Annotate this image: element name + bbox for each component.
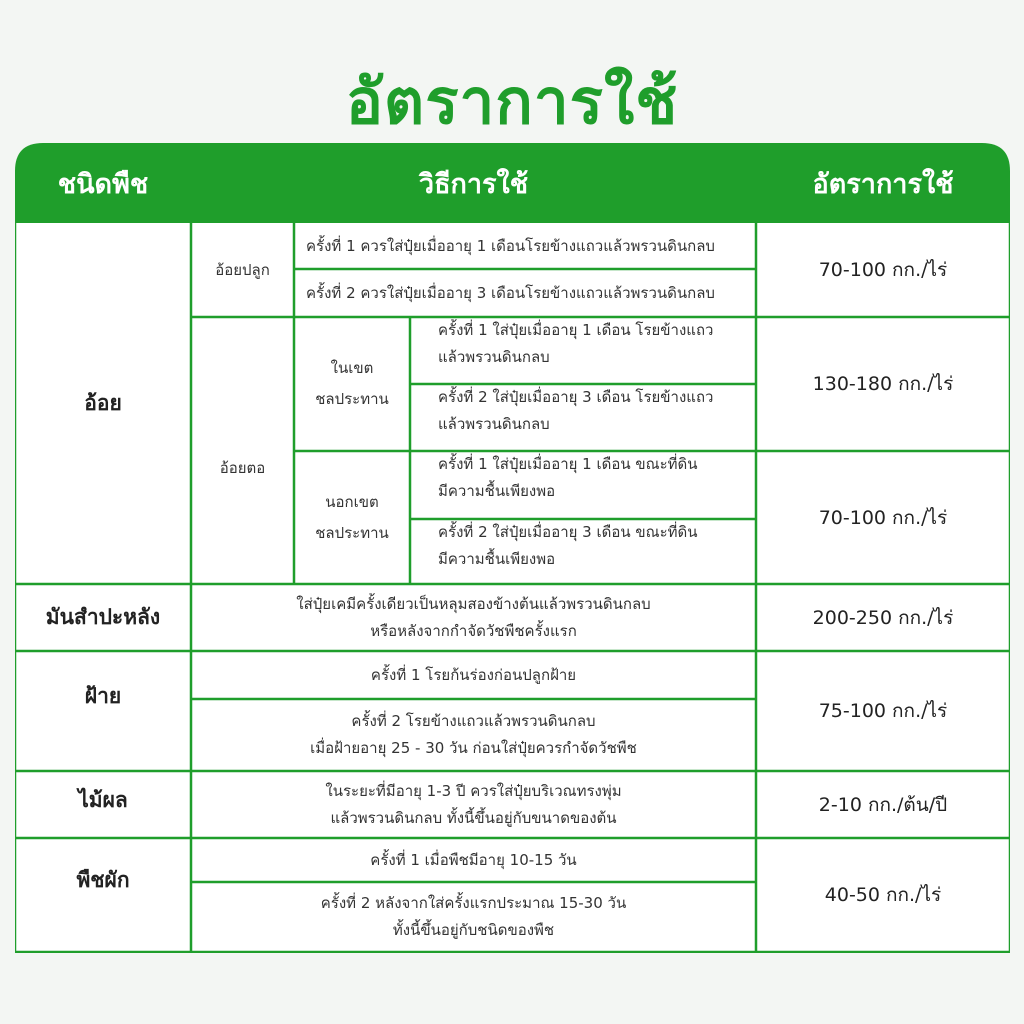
- sugarcane-plant-rate: 70-100 กก./ไร่: [818, 259, 948, 281]
- vegetable-step2-line1: ครั้งที่ 2 หลังจากใส่ครั้งแรกประมาณ 15-30 วัน: [320, 894, 627, 912]
- header-crop-type: ชนิดพืช: [57, 168, 149, 200]
- cassava-method-line2: หรือหลังจากกำจัดวัชพืชครั้งแรก: [370, 621, 577, 640]
- non-irrigated-step1-line2: มีความชื้นเพียงพอ: [438, 482, 556, 500]
- irrigated-step1: [410, 317, 756, 384]
- page-title: อัตราการใช้: [345, 65, 679, 138]
- cassava-rate: 200-250 กก./ไร่: [812, 606, 954, 629]
- vegetable-rate: 40-50 กก./ไร่: [824, 884, 942, 906]
- fruit-method-line1: ในระยะที่มีอายุ 1-3 ปี ควรใส่ปุ๋ยบริเวณทรงพุ่ม: [325, 781, 622, 800]
- crop-cotton: ฝ้าย: [84, 683, 122, 708]
- non-irrigated-zone-label: [294, 451, 410, 584]
- cassava-method: [191, 584, 756, 651]
- sugarcane-plant-label: อ้อยปลูก: [215, 260, 270, 279]
- fruit-rate: 2-10 กก./ต้น/ปี: [818, 793, 948, 816]
- irrigated-step1-line1: ครั้งที่ 1 ใส่ปุ๋ยเมื่ออายุ 1 เดือน โรยข้างแถว: [438, 321, 714, 339]
- non-irrigated-zone-line1: นอกเขต: [325, 492, 379, 511]
- non-irrigated-step2: [410, 519, 756, 584]
- irrigated-step2: [410, 384, 756, 451]
- irrigated-zone-line1: ในเขต: [330, 359, 374, 377]
- irrigated-rate: 130-180 กก./ไร่: [812, 373, 954, 395]
- irrigated-step2-line1: ครั้งที่ 2 ใส่ปุ๋ยเมื่ออายุ 3 เดือน โรยข้างแถว: [438, 388, 714, 406]
- crop-fruit: ไม้ผล: [78, 787, 128, 812]
- non-irrigated-rate: 70-100 กก./ไร่: [818, 506, 948, 529]
- cotton-step2-line1: ครั้งที่ 2 โรยข้างแถวแล้วพรวนดินกลบ: [351, 712, 596, 730]
- vegetable-step2-line2: ทั้งนี้ขึ้นอยู่กับชนิดของพืช: [392, 921, 555, 939]
- irrigated-zone-line2: ชลประทาน: [315, 390, 389, 408]
- vegetable-step2: [191, 882, 756, 952]
- non-irrigated-step1: [410, 451, 756, 519]
- crop-cassava: มันสำปะหลัง: [45, 605, 161, 629]
- vegetable-step1: ครั้งที่ 1 เมื่อพืชมีอายุ 10-15 วัน: [370, 850, 577, 869]
- crop-sugarcane: อ้อย: [84, 391, 122, 415]
- sugarcane-plant-step1: ครั้งที่ 1 ควรใส่ปุ๋ยเมื่ออายุ 1 เดือนโรยข้างแถวแล้วพรวนดินกลบ: [306, 236, 715, 255]
- non-irrigated-zone-line2: ชลประทาน: [315, 523, 389, 542]
- fertilizer-rate-table: [15, 143, 1010, 953]
- non-irrigated-step2-line2: มีความชื้นเพียงพอ: [438, 550, 556, 568]
- non-irrigated-step1-line1: ครั้งที่ 1 ใส่ปุ๋ยเมื่ออายุ 1 เดือน ขณะที่ดิน: [438, 455, 698, 473]
- cotton-step2: [191, 699, 756, 771]
- irrigated-zone-label: [294, 317, 410, 451]
- crop-vegetable: พืชผัก: [76, 867, 130, 892]
- cotton-step1: ครั้งที่ 1 โรยก้นร่องก่อนปลูกฝ้าย: [370, 665, 577, 684]
- cassava-method-line1: ใส่ปุ๋ยเคมีครั้งเดียวเป็นหลุมสองข้างต้นแล้วพรวนดินกลบ: [296, 594, 651, 613]
- fruit-method: [191, 771, 756, 838]
- irrigated-step1-line2: แล้วพรวนดินกลบ: [438, 348, 550, 366]
- sugarcane-ratoon-label: อ้อยตอ: [219, 459, 266, 477]
- sugarcane-plant-step2: ครั้งที่ 2 ควรใส่ปุ๋ยเมื่ออายุ 3 เดือนโรยข้างแถวแล้วพรวนดินกลบ: [306, 283, 715, 302]
- non-irrigated-step2-line1: ครั้งที่ 2 ใส่ปุ๋ยเมื่ออายุ 3 เดือน ขณะที่ดิน: [438, 523, 698, 541]
- irrigated-step2-line2: แล้วพรวนดินกลบ: [438, 415, 550, 433]
- cotton-rate: 75-100 กก./ไร่: [818, 700, 948, 722]
- cotton-step2-line2: เมื่อฝ้ายอายุ 25 - 30 วัน ก่อนใส่ปุ๋ยควรกำจัดวัชพืช: [310, 739, 637, 757]
- header-rate: อัตราการใช้: [812, 168, 954, 200]
- fruit-method-line2: แล้วพรวนดินกลบ ทั้งนี้ขึ้นอยู่กับขนาดของต้น: [330, 808, 617, 827]
- header-method: วิธีการใช้: [418, 168, 529, 200]
